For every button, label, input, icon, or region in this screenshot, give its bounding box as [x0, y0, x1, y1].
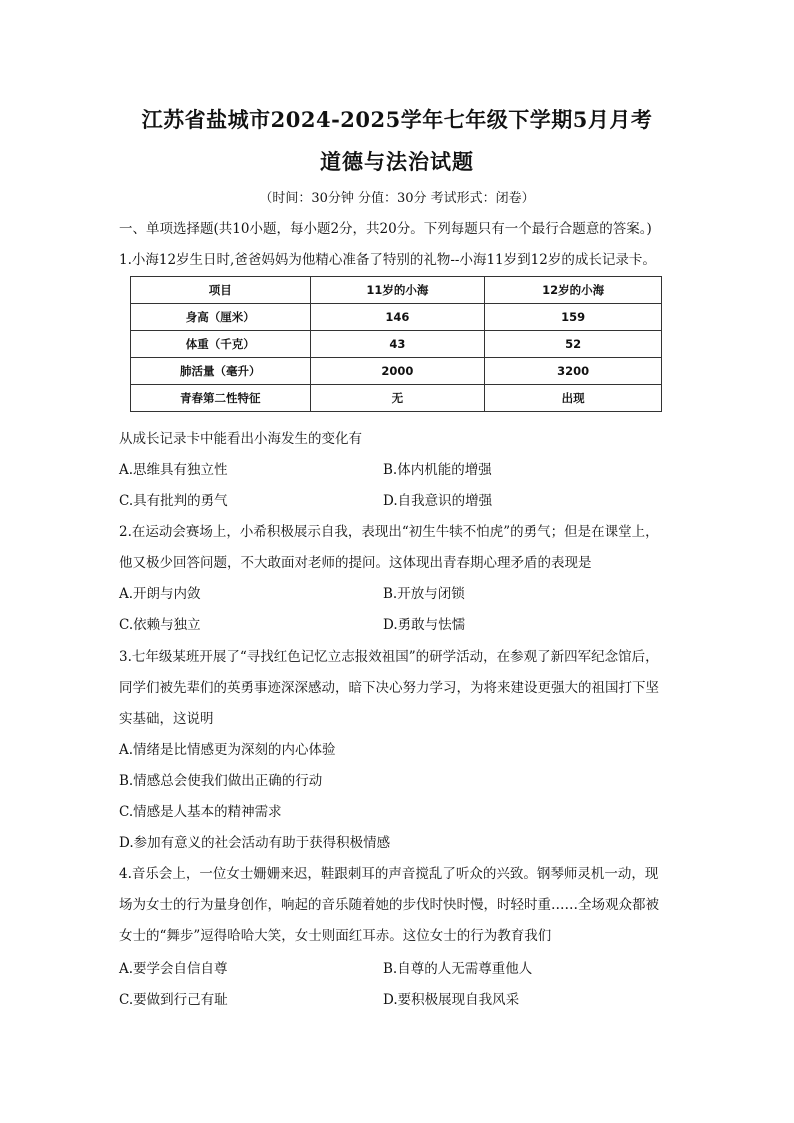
q4-stem-line: 4.音乐会上，一位女士姗姗来迟，鞋跟刺耳的声音搅乱了听众的兴致。钢琴师灵机一动，现 — [119, 866, 659, 882]
section-heading: 一、单项选择题(共10小题，每小题2分，共20分。下列每题只有一个最行合题意的答案。) — [119, 221, 652, 237]
q2-stem-line: 他又极少回答问题，不大敢面对老师的提问。这体现出青春期心理矛盾的表现是 — [119, 555, 592, 571]
q3-option-a: A.情绪是比情感更为深刻的内心体验 — [119, 742, 336, 758]
q4-option-a: A.要学会自信自尊 — [119, 961, 228, 977]
table-row — [131, 331, 662, 358]
q1-option-d: D.自我意识的增强 — [383, 493, 493, 509]
q1-option-c: C.具有批判的勇气 — [119, 493, 228, 509]
exam-title: 江苏省盐城市2024-2025学年七年级下学期5月月考 — [141, 107, 653, 132]
q1-option-a: A.思维具有独立性 — [119, 462, 228, 478]
q3-stem-line: 实基础，这说明 — [119, 711, 214, 727]
table-cell: 无 — [310, 385, 485, 412]
table-cell: 2000 — [310, 358, 485, 385]
table-cell: 肺活量（毫升） — [131, 358, 311, 385]
q3-option-c: C.情感是人基本的精神需求 — [119, 804, 282, 820]
table-cell: 43 — [310, 331, 485, 358]
table-header-cell: 项目 — [131, 277, 311, 304]
q1-question: 从成长记录卡中能看出小海发生的变化有 — [119, 431, 362, 447]
table-cell: 3200 — [485, 358, 662, 385]
q3-option-b: B.情感总会使我们做出正确的行动 — [119, 773, 323, 789]
q1-stem: 1.小海12岁生日时,爸爸妈妈为他精心准备了特别的礼物--小海11岁到12岁的成长记录卡。 — [119, 252, 656, 268]
table-cell: 体重（千克） — [131, 331, 311, 358]
table-cell: 159 — [485, 304, 662, 331]
table-row — [131, 385, 662, 412]
table-row — [131, 358, 662, 385]
q3-stem-line: 3.七年级某班开展了“寻找红色记忆立志报效祖国”的研学活动，在参观了新四军纪念馆后， — [119, 649, 659, 665]
table-header-row — [131, 277, 662, 304]
table-cell: 青春第二性特征 — [131, 385, 311, 412]
q2-option-c: C.依赖与独立 — [119, 617, 201, 633]
q2-option-b: B.开放与闭锁 — [383, 586, 465, 602]
table-header-cell: 12岁的小海 — [485, 277, 662, 304]
q4-option-c: C.要做到行己有耻 — [119, 992, 228, 1008]
q2-option-d: D.勇敢与怯懦 — [383, 617, 466, 633]
exam-subtitle: 道德与法治试题 — [320, 149, 474, 174]
q1-option-b: B.体内机能的增强 — [383, 462, 492, 478]
q3-option-d: D.参加有意义的社会活动有助于获得积极情感 — [119, 835, 391, 851]
q4-stem-line: 女士的“舞步”逗得哈哈大笑，女士则面红耳赤。这位女士的行为教育我们 — [119, 928, 552, 944]
table-header-cell: 11岁的小海 — [310, 277, 485, 304]
q2-option-a: A.开朗与内敛 — [119, 586, 201, 602]
q4-option-d: D.要积极展现自我风采 — [383, 992, 520, 1008]
table-cell: 52 — [485, 331, 662, 358]
q2-stem-line: 2.在运动会赛场上，小希积极展示自我，表现出“初生牛犊不怕虎”的勇气；但是在课堂上， — [119, 524, 659, 540]
table-row — [131, 304, 662, 331]
q4-stem-line: 场为女士的行为量身创作，响起的音乐随着她的步伐时快时慢，时轻时重……全场观众都被 — [119, 897, 659, 913]
growth-record-table — [130, 276, 662, 412]
q4-option-b: B.自尊的人无需尊重他人 — [383, 961, 533, 977]
table-cell: 出现 — [485, 385, 662, 412]
table-cell: 身高（厘米） — [131, 304, 311, 331]
q3-stem-line: 同学们被先辈们的英勇事迹深深感动，暗下决心努力学习，为将来建设更强大的祖国打下坚 — [119, 680, 659, 696]
table-cell: 146 — [310, 304, 485, 331]
exam-meta: （时间：30分钟 分值：30分 考试形式：闭卷） — [259, 191, 535, 206]
